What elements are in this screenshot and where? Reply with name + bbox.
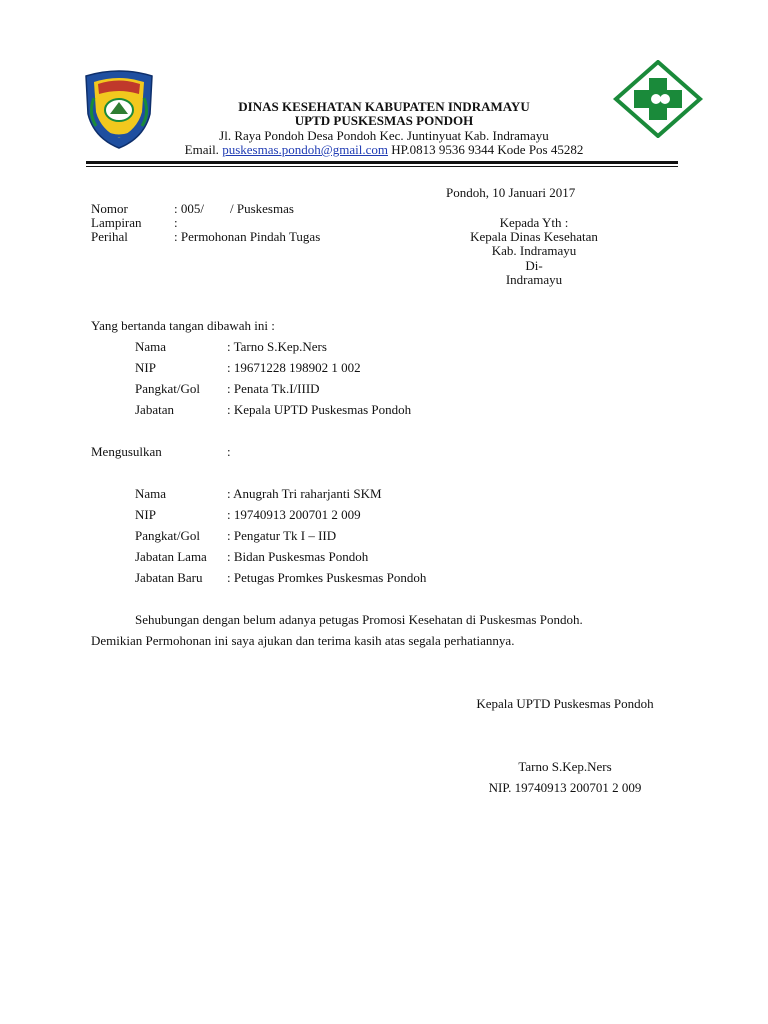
org-line-1: DINAS KESEHATAN KABUPATEN INDRAMAYU: [238, 99, 530, 114]
signature-name: Tarno S.Kep.Ners: [518, 759, 612, 774]
signer-value-nip: : 19671228 198902 1 002: [227, 360, 361, 375]
header-rule-thick: [86, 161, 678, 164]
candidate-label-nip: NIP: [135, 507, 156, 522]
recipient-line-4: Di-: [525, 258, 543, 273]
signer-value-nama: : Tarno S.Kep.Ners: [227, 339, 327, 354]
email-label: Email.: [184, 142, 219, 157]
candidate-value-jabatan-baru: : Petugas Promkes Puskesmas Pondoh: [227, 570, 427, 585]
propose-label: Mengusulkan: [91, 444, 162, 459]
nomor-value: : 005/ / Puskesmas: [174, 201, 294, 216]
signer-label-jabatan: Jabatan: [135, 402, 174, 417]
perihal-value: : Permohonan Pindah Tugas: [174, 229, 321, 244]
candidate-label-jabatan-baru: Jabatan Baru: [135, 570, 203, 585]
signer-label-nip: NIP: [135, 360, 156, 375]
signer-value-pangkat: : Penata Tk.I/IIID: [227, 381, 320, 396]
address-line: Jl. Raya Pondoh Desa Pondoh Kec. Juntinyuat Kab. Indramayu: [219, 128, 549, 143]
header-rule-thin: [86, 166, 678, 167]
body-paragraph-2: Demikian Permohonan ini saya ajukan dan terima kasih atas segala perhatiannya.: [91, 633, 515, 648]
candidate-label-jabatan-lama: Jabatan Lama: [135, 549, 207, 564]
recipient-line-5: Indramayu: [505, 272, 563, 287]
contact-line: [150, 142, 618, 157]
intro-text: Yang bertanda tangan dibawah ini :: [91, 318, 275, 333]
puskesmas-cross-logo-icon: [612, 60, 704, 138]
candidate-label-pangkat: Pangkat/Gol: [135, 528, 200, 543]
candidate-value-jabatan-lama: : Bidan Puskesmas Pondoh: [227, 549, 369, 564]
contact-info: HP.0813 9536 9344 Kode Pos 45282: [391, 142, 584, 157]
body-paragraph-1: Sehubungan dengan belum adanya petugas Promosi Kesehatan di Puskesmas Pondoh.: [135, 612, 583, 627]
candidate-value-nip: : 19740913 200701 2 009: [227, 507, 361, 522]
org-line-2: UPTD PUSKESMAS PONDOH: [294, 113, 474, 128]
signer-value-jabatan: : Kepala UPTD Puskesmas Pondoh: [227, 402, 412, 417]
regency-emblem-icon: [82, 68, 156, 150]
propose-colon: :: [227, 444, 231, 459]
nomor-label: Nomor: [91, 201, 128, 216]
signature-nip: NIP. 19740913 200701 2 009: [488, 780, 642, 795]
signature-title: Kepala UPTD Puskesmas Pondoh: [476, 696, 654, 711]
recipient-line-3: Kab. Indramayu: [491, 243, 577, 258]
perihal-label: Perihal: [91, 229, 128, 244]
place-date: Pondoh, 10 Januari 2017: [446, 185, 576, 200]
recipient-line-2: Kepala Dinas Kesehatan: [470, 229, 598, 244]
candidate-value-nama: : Anugrah Tri raharjanti SKM: [227, 486, 382, 501]
lampiran-label: Lampiran: [91, 215, 142, 230]
candidate-value-pangkat: : Pengatur Tk I – IID: [227, 528, 337, 543]
candidate-label-nama: Nama: [135, 486, 167, 501]
lampiran-value: :: [174, 215, 178, 230]
email-link[interactable]: puskesmas.pondoh@gmail.com: [222, 142, 388, 157]
signer-label-nama: Nama: [135, 339, 167, 354]
recipient-line-1: Kepada Yth :: [499, 215, 569, 230]
signer-label-pangkat: Pangkat/Gol: [135, 381, 200, 396]
